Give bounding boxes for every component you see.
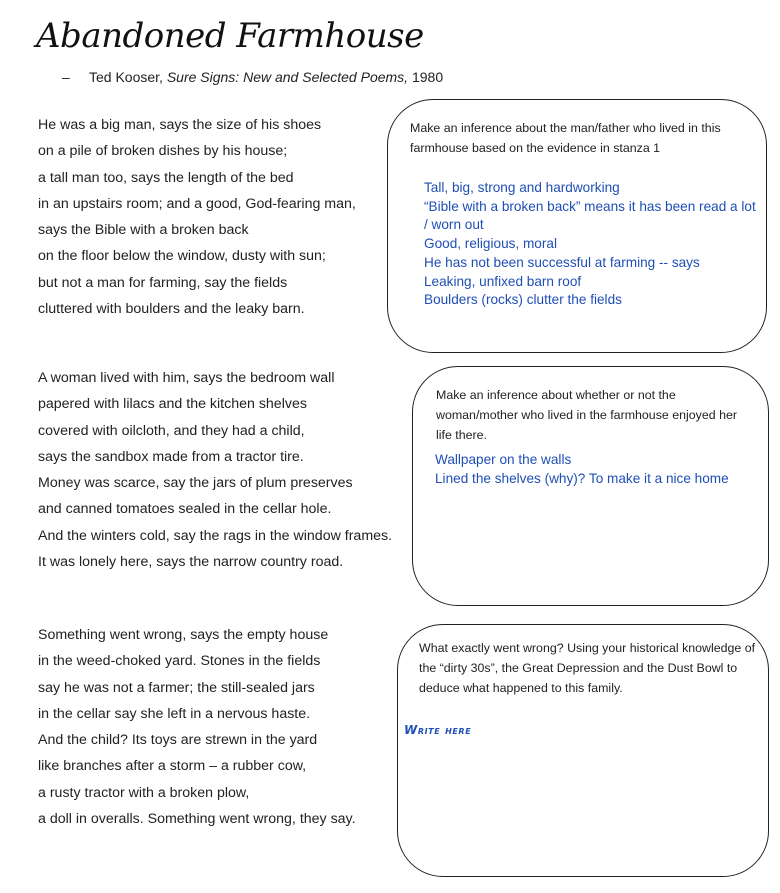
poem-line: a rusty tractor with a broken plow, xyxy=(38,784,250,801)
page-title: Abandoned Farmhouse xyxy=(36,16,424,56)
inference-prompt: Make an inference about whether or not the woman/mother who lived in the farmhouse enjoyed her life there. xyxy=(436,388,737,442)
attribution xyxy=(62,67,443,87)
poem-line: covered with oilcloth, and they had a child, xyxy=(38,422,305,439)
poem-line: It was lonely here, says the narrow country road. xyxy=(38,554,344,571)
answer-line: “Bible with a broken back” means it has been read a lot / worn out xyxy=(424,198,756,233)
poem-line: a tall man too, says the length of the bed xyxy=(38,169,294,186)
attribution-book: Sure Signs: New and Selected Poems, xyxy=(166,69,409,85)
answer-line: He has not been successful at farming -- says xyxy=(424,254,700,270)
poem-line: a doll in overalls. Something went wrong, they say. xyxy=(38,811,356,828)
attribution-dash: – xyxy=(62,69,70,85)
poem-line: says the sandbox made from a tractor tire. xyxy=(38,448,304,465)
answer-list[interactable] xyxy=(435,451,755,488)
inference-box-woman[interactable] xyxy=(412,366,769,606)
answer-line: Wallpaper on the walls xyxy=(435,452,572,467)
stanza-1 xyxy=(38,112,408,322)
inference-prompt: What exactly went wrong? Using your historical knowledge of the “dirty 30s”, the Great Depression and the Dust Bowl to deduce what happened to this family. xyxy=(419,641,756,695)
inference-prompt: Make an inference about the man/father who lived in this farmhouse based on the evidence in stanza 1 xyxy=(410,121,721,155)
poem-line: in an upstairs room; and a good, God-fearing man, xyxy=(38,195,356,212)
poem-line: on a pile of broken dishes by his house; xyxy=(38,143,288,160)
inference-box-man[interactable] xyxy=(387,99,767,353)
answer-line: Boulders (rocks) clutter the fields xyxy=(424,292,622,308)
answer-list[interactable] xyxy=(424,179,759,310)
poem-line: papered with lilacs and the kitchen shelves xyxy=(38,396,307,413)
poem-line: in the weed-choked yard. Stones in the fields xyxy=(38,653,321,670)
poem-line: on the floor below the window, dusty with sun; xyxy=(38,248,326,265)
stanza-3 xyxy=(38,622,408,832)
poem-line: and canned tomatoes sealed in the cellar hole. xyxy=(38,501,332,518)
poem-line: Something went wrong, says the empty house xyxy=(38,627,329,643)
attribution-year: 1980 xyxy=(411,69,444,85)
answer-line: Tall, big, strong and hardworking xyxy=(424,180,620,195)
poem-line: He was a big man, says the size of his shoes xyxy=(38,117,322,133)
inference-box-what-went-wrong[interactable] xyxy=(397,624,769,877)
poem-line: Money was scarce, say the jars of plum preserves xyxy=(38,475,353,492)
attribution-author: Ted Kooser, xyxy=(89,69,163,85)
poem-line: And the child? Its toys are strewn in the yard xyxy=(38,732,318,749)
poem-line: A woman lived with him, says the bedroom wall xyxy=(38,370,335,386)
poem-line: cluttered with boulders and the leaky barn. xyxy=(38,301,305,318)
poem-line: but not a man for farming, say the fields xyxy=(38,274,288,291)
answer-line: Lined the shelves (why)? To make it a nice home xyxy=(435,470,729,486)
poem-line: say he was not a farmer; the still-sealed jars xyxy=(38,679,315,696)
poem-line: says the Bible with a broken back xyxy=(38,222,249,239)
answer-line: Good, religious, moral xyxy=(424,236,557,252)
poem-line: in the cellar say she left in a nervous haste. xyxy=(38,705,311,722)
write-here-placeholder[interactable]: Write here xyxy=(404,723,472,737)
stanza-2 xyxy=(38,365,408,575)
poem-line: like branches after a storm – a rubber cow, xyxy=(38,758,307,775)
poem-line: And the winters cold, say the rags in the window frames. xyxy=(38,527,393,544)
answer-line: Leaking, unfixed barn roof xyxy=(424,273,582,289)
